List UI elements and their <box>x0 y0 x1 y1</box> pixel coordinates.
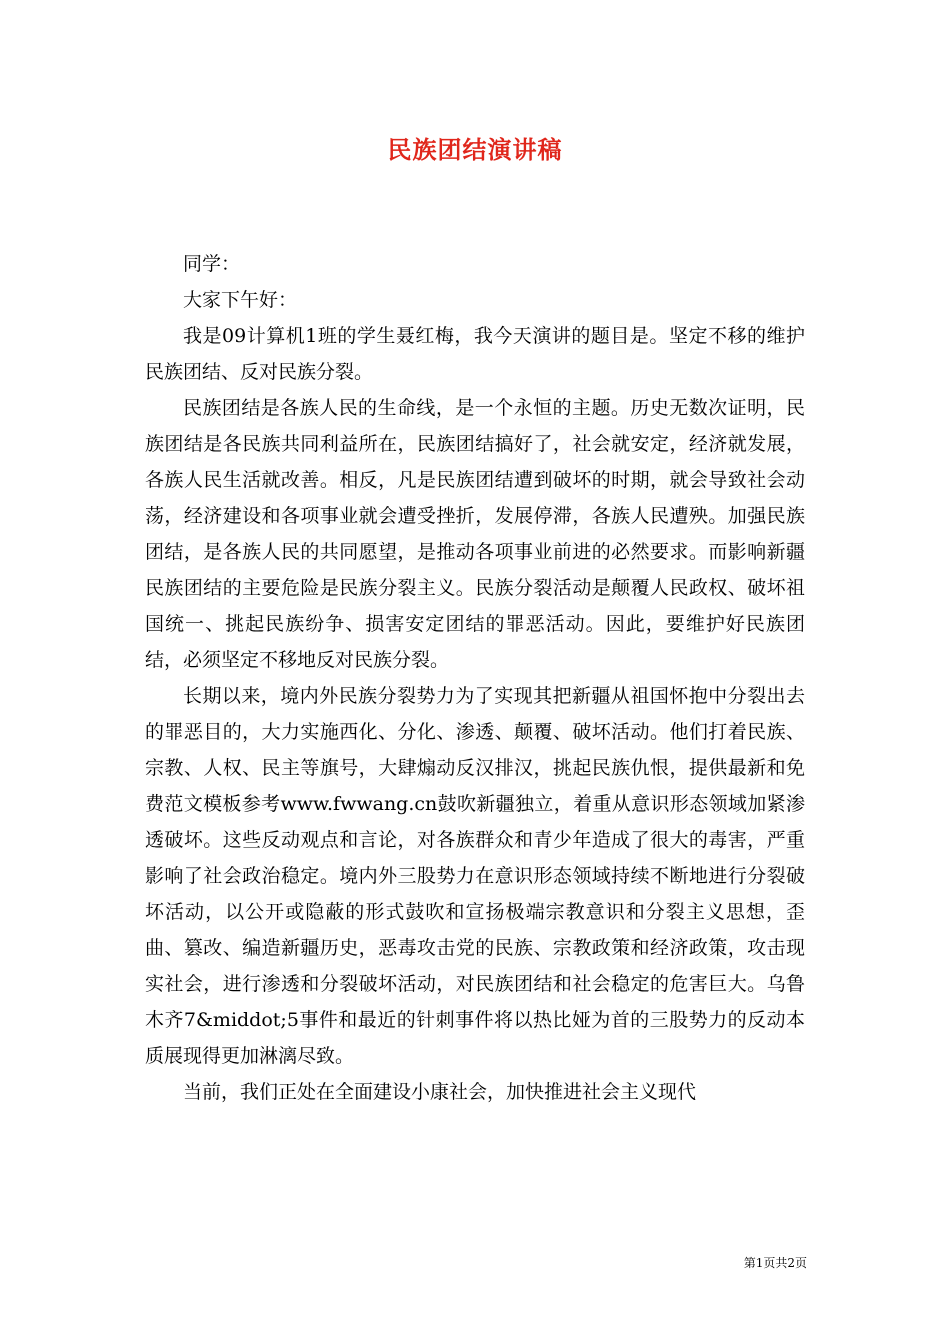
document-body <box>145 246 805 1110</box>
paragraph-salutation: 大家下午好： <box>183 289 298 311</box>
page-number: 第1页共2页 <box>743 1256 807 1270</box>
paragraph-separatism: 长期以来，境内外民族分裂势力为了实现其把新疆从祖国怀抱中分裂出去的罪恶目的，大力实施西化、分化、渗透、颠覆、破坏活动。他们打着民族、宗教、人权、民主等旗号，大肆煽动反汉排汉，挑起民族仇恨，提供最新和免费范文模板参考www.fwwang.cn鼓吹新疆独立，着重从意识形态领域加紧渗透破坏。这些反动观点和言论，对各族群众和青少年造成了很大的毒害，严重影响了社会政治稳定。境内外三股势力在意识形态领域持续不断地进行分裂破坏活动，以公开或隐蔽的形式鼓吹和宣扬极端宗教意识和分裂主义思想，歪曲、篡改、编造新疆历史，恶毒攻击党的民族、宗教政策和经济政策，攻击现实社会，进行渗透和分裂破坏活动，对民族团结和社会稳定的危害巨大。乌鲁木齐7&middot;5事件和最近的针刺事件将以热比娅为首的三股势力的反动本质展现得更加淋漓尽致。 <box>145 685 805 1067</box>
paragraph-current: 当前，我们正处在全面建设小康社会，加快推进社会主义现代 <box>183 1081 697 1103</box>
paragraph-intro: 我是09计算机1班的学生聂红梅，我今天演讲的题目是。坚定不移的维护民族团结、反对民族分裂。 <box>145 325 805 383</box>
paragraph-greeting: 同学： <box>183 253 241 275</box>
document-title: 民族团结演讲稿 <box>387 135 563 164</box>
paragraph-unity: 民族团结是各族人民的生命线，是一个永恒的主题。历史无数次证明，民族团结是各民族共同利益所在，民族团结搞好了，社会就安定，经济就发展，各族人民生活就改善。相反，凡是民族团结遭到破坏的时期，就会导致社会动荡，经济建设和各项事业就会遭受挫折，发展停滞，各族人民遭殃。加强民族团结，是各族人民的共同愿望，是推动各项事业前进的必然要求。而影响新疆民族团结的主要危险是民族分裂主义。民族分裂活动是颠覆人民政权、破坏祖国统一、挑起民族纷争、损害安定团结的罪恶活动。因此，要维护好民族团结，必须坚定不移地反对民族分裂。 <box>145 397 805 671</box>
